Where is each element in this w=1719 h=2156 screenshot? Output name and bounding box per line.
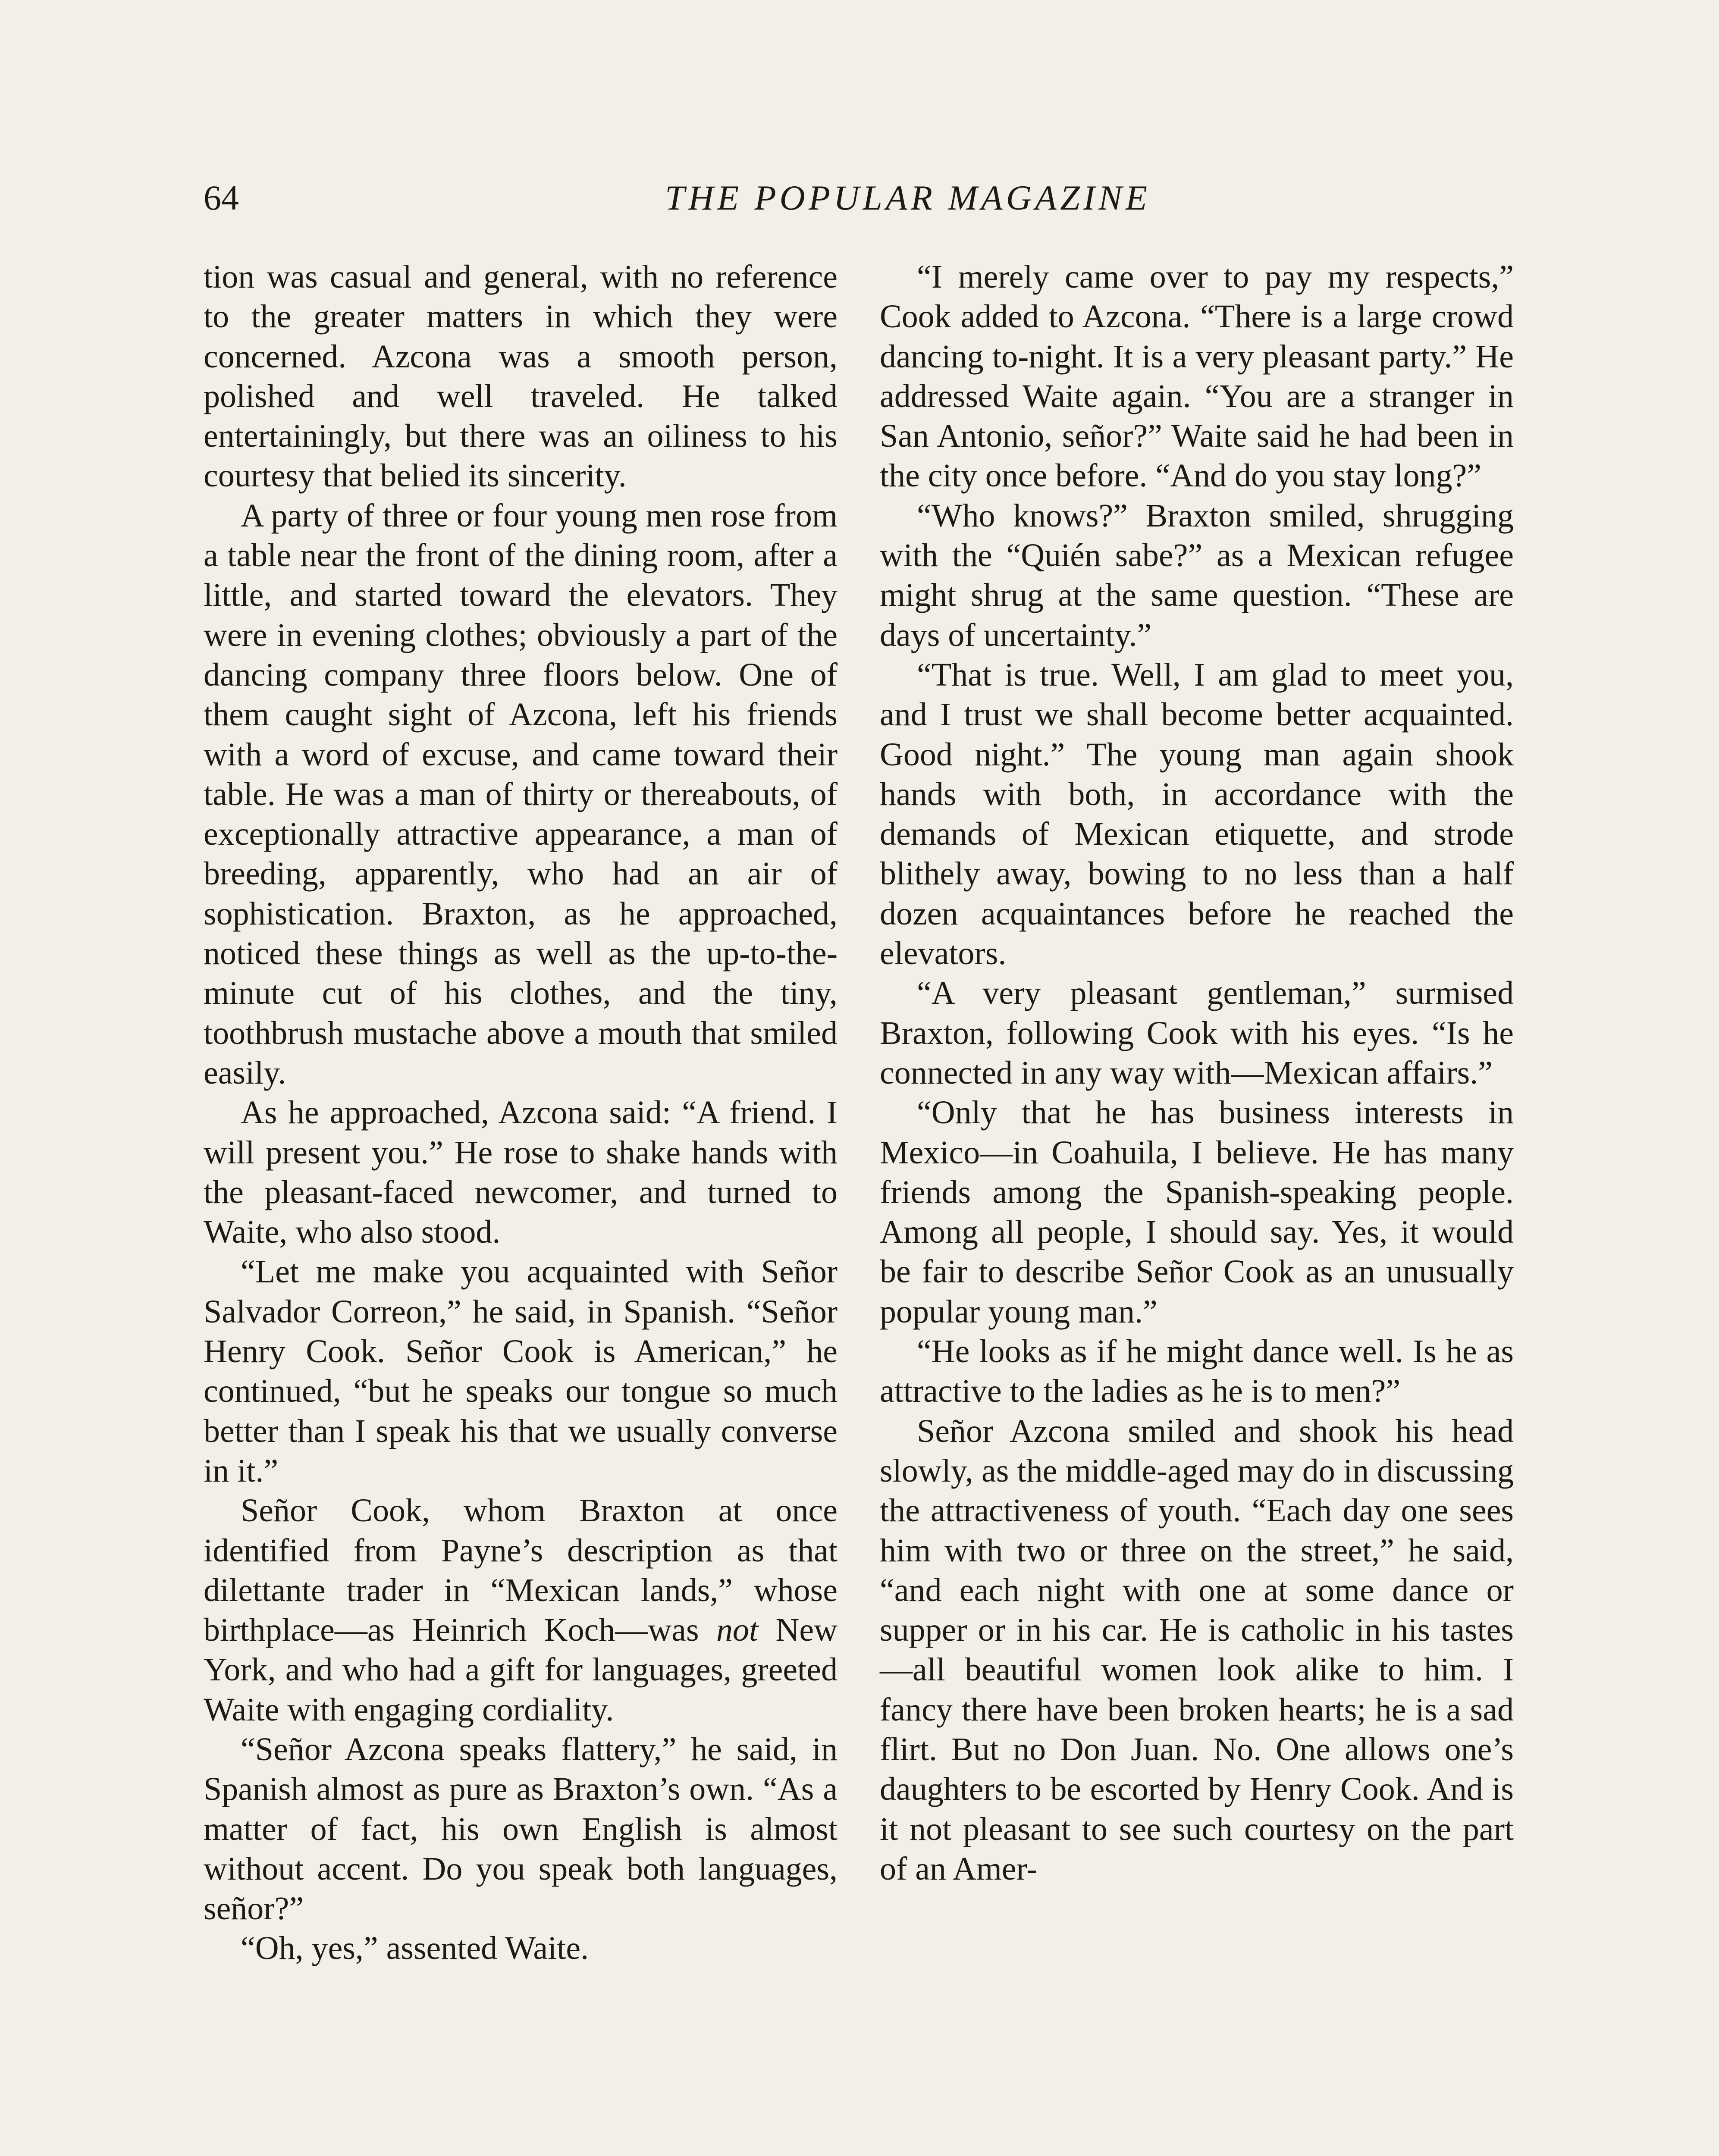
paragraph: “Who knows?” Braxton smiled, shrugging with the “Quién sabe?” as a Mexican refugee might shrug at the same question. “These are days of uncertainty.” — [880, 497, 1514, 653]
paragraph: Señor Azcona smiled and shook his head slowly, as the middle-aged may do in discussing the attractiveness of youth. “Each day one sees him with two or three on the street,” he said, “and each night with one at some dance or supper or in his car. He is catholic in his tastes—all beautiful women look alike to him. I fancy there have been broken hearts; he is a sad flirt. But no Don Juan. No. One allows one’s daughters to be escorted by Henry Cook. And is it not pleasant to see such courtesy on the part of an Amer- — [880, 1413, 1514, 1887]
right-column — [880, 257, 1514, 1889]
paragraph-text: New York, and who had a gift for languages, greeted Waite with engaging cordiality. — [204, 1612, 838, 1728]
page-number: 64 — [204, 178, 239, 217]
paragraph: “A very pleasant gentleman,” surmised Braxton, following Cook with his eyes. “Is he connected in any way with—Mexican affairs.” — [880, 975, 1514, 1091]
left-column — [204, 257, 838, 1968]
paragraph: “That is true. Well, I am glad to meet you, and I trust we shall become better acquainted. Good night.” The young man again shook hands with both, in accordance with the demands of Mexican etiquette, and strode blithely away, bowing to no less than a half dozen acquaintances before he reached the elevators. — [880, 656, 1514, 972]
running-head: THE POPULAR MAGAZINE — [665, 178, 1151, 217]
emphasized-word: not — [716, 1612, 759, 1648]
paragraph: “Señor Azcona speaks flattery,” he said, in Spanish almost as pure as Braxton’s own. “As a matter of fact, his own English is almost without accent. Do you speak both languages, señor?” — [204, 1731, 838, 1927]
paragraph: “Let me make you acquainted with Señor Salvador Correon,” he said, in Spanish. “Señor Henry Cook. Señor Cook is American,” he continued, “but he speaks our tongue so much better than I speak his that we usually converse in it.” — [204, 1253, 838, 1489]
paragraph: A party of three or four young men rose from a table near the front of the dining room, after a little, and started toward the elevators. They were in evening clothes; obviously a part of the dancing company three floors below. One of them caught sight of Azcona, left his friends with a word of excuse, and came toward their table. He was a man of thirty or thereabouts, of exceptionally attractive appearance, a man of breeding, apparently, who had an air of sophistication. Braxton, as he approached, noticed these things as well as the up-to-the-minute cut of his clothes, and the tiny, toothbrush mustache above a mouth that smiled easily. — [204, 497, 838, 1091]
paragraph: As he approached, Azcona said: “A friend. I will present you.” He rose to shake hands with the pleasant-faced newcomer, and turned to Waite, who also stood. — [204, 1094, 838, 1250]
paragraph: tion was casual and general, with no reference to the greater matters in which they were concerned. Azcona was a smooth person, polished and well traveled. He talked entertainingly, but there was an oiliness to his courtesy that belied its sincerity. — [204, 259, 838, 494]
paragraph-text: Señor Cook, whom Braxton at once identified from Payne’s description as that dilettante trader in “Mexican lands,” whose birthplace—as Heinrich Koch—was — [204, 1492, 838, 1648]
paragraph: “Oh, yes,” assented Waite. — [241, 1930, 589, 1967]
paragraph: “Only that he has business interests in Mexico—in Coahuila, I believe. He has many friends among the Spanish-speaking people. Among all people, I should say. Yes, it would be fair to describe Señor Cook as an unusually popular young man.” — [880, 1094, 1514, 1330]
paragraph: “I merely came over to pay my respects,” Cook added to Azcona. “There is a large crowd dancing to-night. It is a very pleasant party.” He addressed Waite again. “You are a stranger in San Antonio, señor?” Waite said he had been in the city once before. “And do you stay long?” — [880, 259, 1514, 494]
paragraph: “He looks as if he might dance well. Is he as attractive to the ladies as he is to men?” — [880, 1333, 1514, 1410]
paragraph — [204, 1491, 838, 1730]
